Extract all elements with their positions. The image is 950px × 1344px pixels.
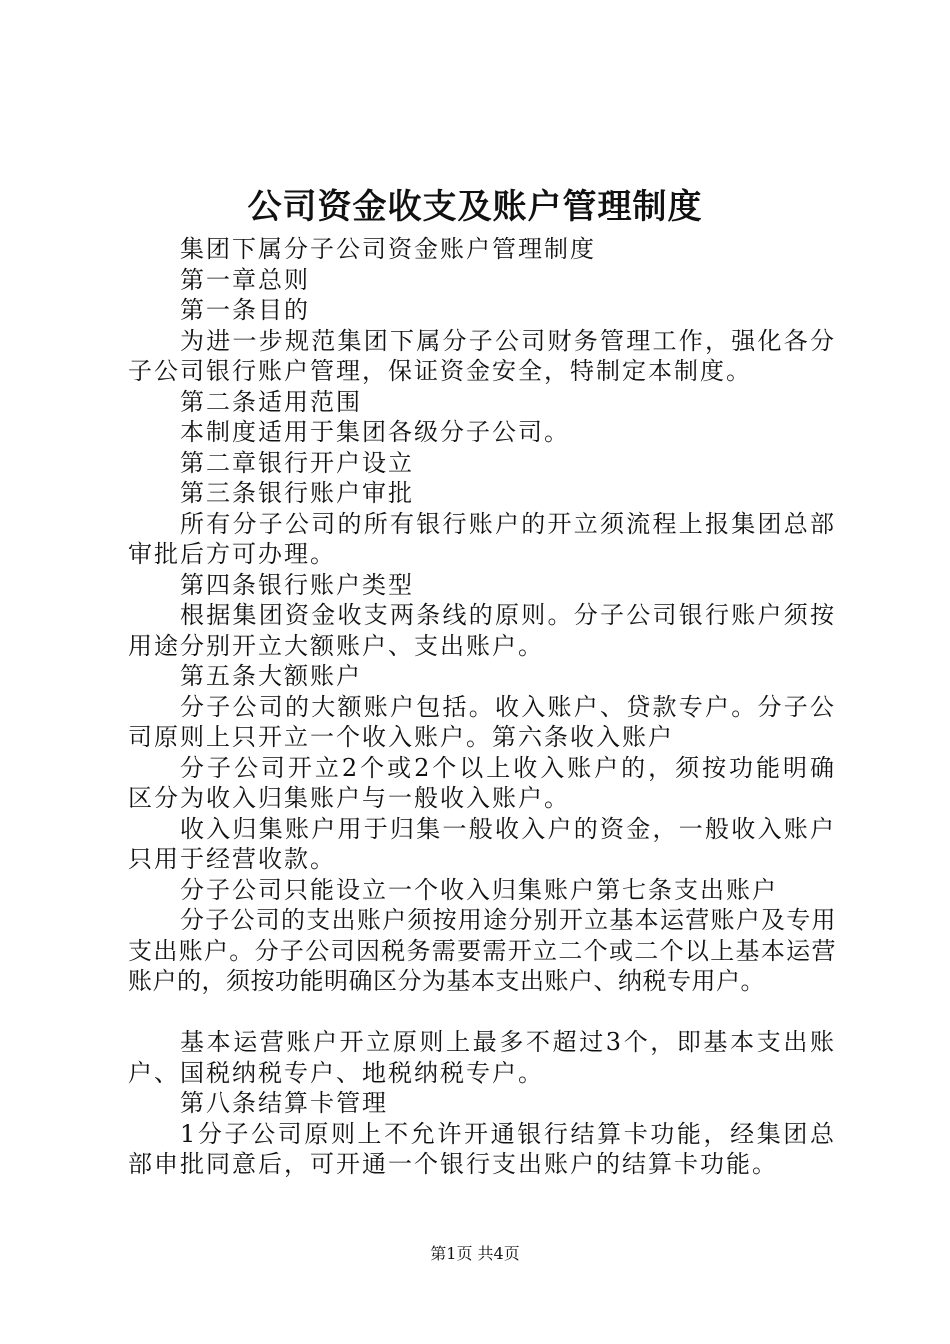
paragraph: 根据集团资金收支两条线的原则。分子公司银行账户须按用途分别开立大额账户、支出账户。: [128, 601, 836, 660]
paragraph: 基本运营账户开立原则上最多不超过3个，即基本支出账户、国税纳税专户、地税纳税专户。: [128, 1028, 836, 1087]
paragraph: 分子公司开立2个或2个以上收入账户的，须按功能明确区分为收入归集账户与一般收入账户。: [128, 753, 836, 812]
paragraph: 分子公司的支出账户须按用途分别开立基本运营账户及专用支出账户。分子公司因税务需要需开立二个或二个以上基本运营账户的，须按功能明确区分为基本支出账户、纳税专用户。: [128, 906, 836, 995]
paragraph: 收入归集账户用于归集一般收入户的资金，一般收入账户只用于经营收款。: [128, 814, 836, 873]
article-heading: 第三条银行账户审批: [180, 479, 414, 507]
document-body: [128, 234, 836, 1180]
chapter-heading: 第一章总则: [180, 265, 310, 294]
article-heading: 第五条大额账户: [180, 662, 362, 690]
article-heading: 第八条结算卡管理: [180, 1089, 388, 1117]
page-footer: [0, 1242, 950, 1266]
paragraph: 为进一步规范集团下属分子公司财务管理工作，强化各分子公司银行账户管理，保证资金安全，特制定本制度。: [128, 326, 836, 385]
paragraph: 1分子公司原则上不允许开通银行结算卡功能，经集团总部申批同意后，可开通一个银行支出账户的结算卡功能。: [128, 1119, 836, 1178]
blank-line: [128, 997, 836, 1028]
paragraph: 分子公司的大额账户包括。收入账户、贷款专户。分子公司原则上只开立一个收入账户。第六条收入账户: [128, 692, 836, 751]
document-title: 公司资金收支及账户管理制度: [247, 187, 703, 227]
page-number: 第1页 共4页: [430, 1244, 520, 1263]
paragraph: 本制度适用于集团各级分子公司。: [180, 418, 570, 446]
article-heading: 第四条银行账户类型: [180, 570, 414, 599]
chapter-heading: 第二章银行开户设立: [180, 448, 414, 477]
paragraph: 所有分子公司的所有银行账户的开立须流程上报集团总部审批后方可办理。: [128, 509, 836, 568]
article-heading: 第一条目的: [180, 296, 310, 324]
paragraph: 集团下属分子公司资金账户管理制度: [180, 235, 596, 263]
article-heading: 第二条适用范围: [180, 387, 362, 416]
paragraph: 分子公司只能设立一个收入归集账户第七条支出账户: [180, 875, 778, 904]
